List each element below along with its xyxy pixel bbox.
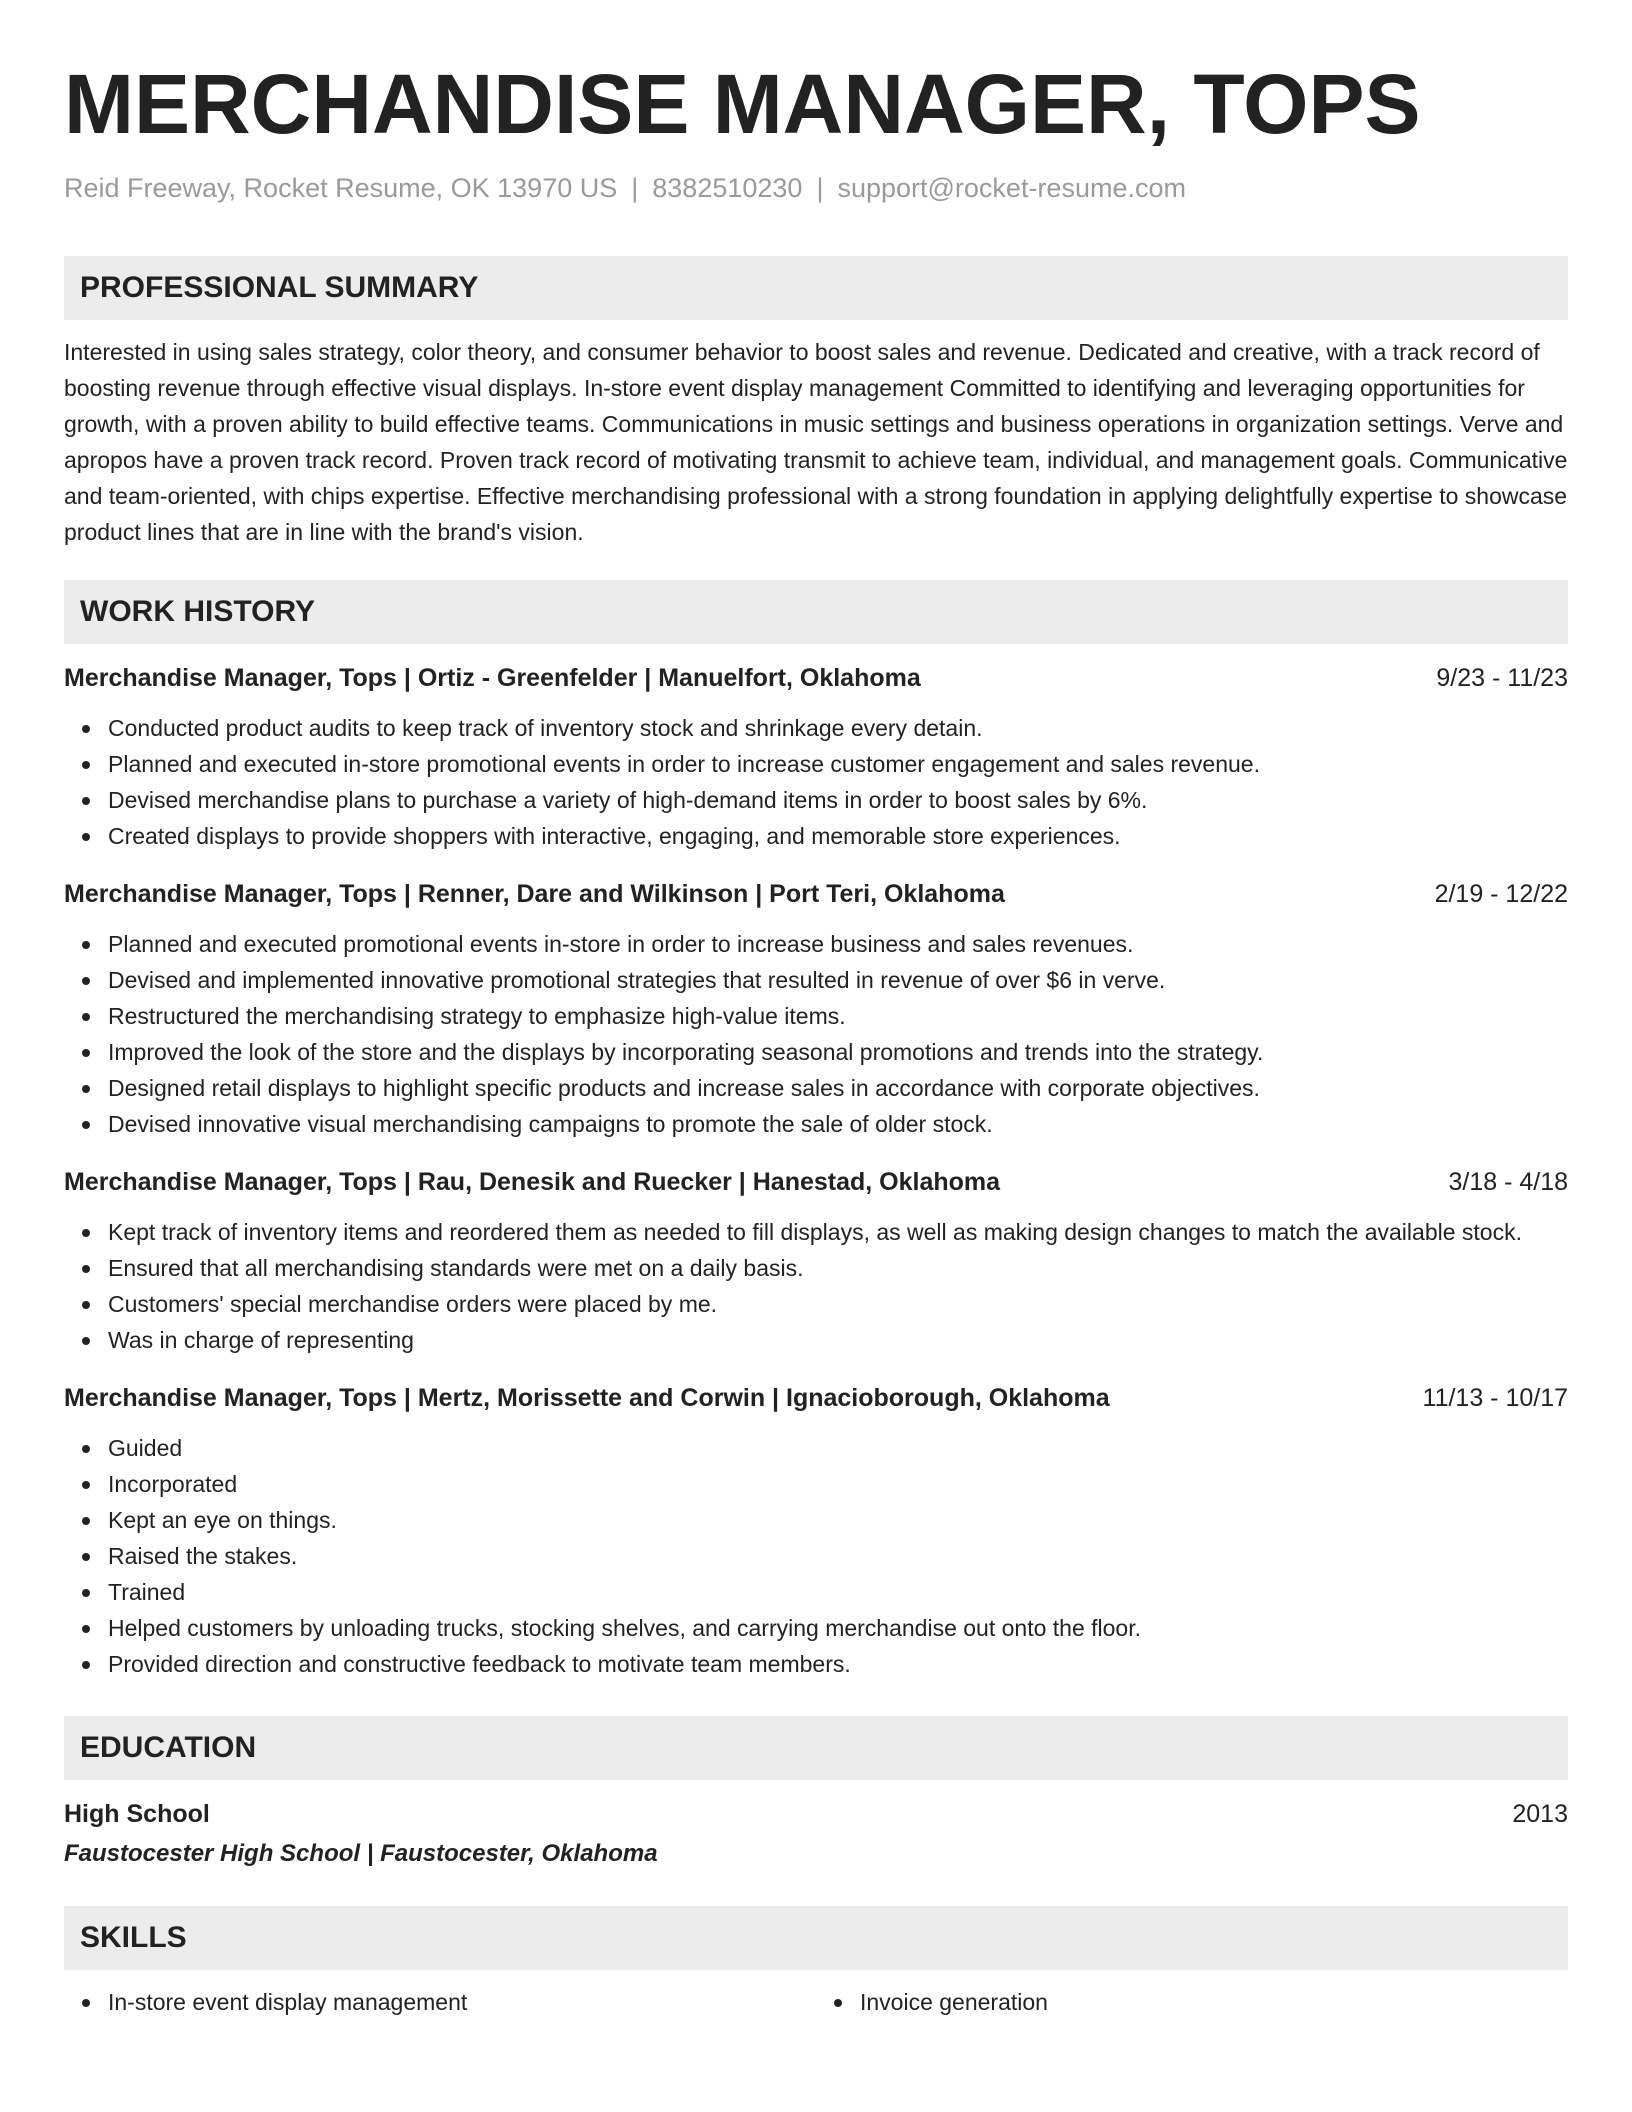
contact-address: Reid Freeway, Rocket Resume, OK 13970 US bbox=[64, 173, 618, 203]
candidate-name: MERCHANDISE MANAGER, TOPS bbox=[64, 57, 1421, 151]
job-bullet: Devised and implemented innovative promotional strategies that resulted in revenue of over $6 in verve. bbox=[108, 962, 1568, 998]
skill-item: In-store event display management bbox=[108, 1984, 816, 2020]
job-title: Merchandise Manager, Tops | Mertz, Morissette and Corwin | Ignacioborough, Oklahoma bbox=[64, 1384, 1110, 1412]
education-degree: High School bbox=[64, 1800, 210, 1828]
contact-line bbox=[64, 170, 1568, 206]
work-history-heading: WORK HISTORY bbox=[64, 580, 1568, 644]
job-entry bbox=[64, 1380, 1568, 1682]
job-title: Merchandise Manager, Tops | Ortiz - Greenfelder | Manuelfort, Oklahoma bbox=[64, 664, 921, 692]
job-bullets bbox=[64, 1430, 1568, 1682]
job-bullets bbox=[64, 1214, 1568, 1358]
job-bullet: Ensured that all merchandising standards were met on a daily basis. bbox=[108, 1250, 1568, 1286]
job-bullet: Raised the stakes. bbox=[108, 1538, 1568, 1574]
job-bullet: Was in charge of representing bbox=[108, 1322, 1568, 1358]
job-header bbox=[64, 1164, 1568, 1200]
summary-text: Interested in using sales strategy, color theory, and consumer behavior to boost sales and revenue. Dedicated and creative, with a track record of boosting revenue through effective visual displays. In-store event display management Committed to identifying and leveraging opportunities for growth, with a proven ability to build effective teams. Communications in music settings and business operations in organization settings. Verve and apropos have a proven track record. Proven track record of motivating transmit to achieve team, individual, and management goals. Communicative and team-oriented, with chips expertise. Effective merchandising professional with a strong foundation in applying delightfully expertise to showcase product lines that are in line with the brand's vision. bbox=[64, 339, 1568, 545]
job-bullet: Kept an eye on things. bbox=[108, 1502, 1568, 1538]
education-year: 2013 bbox=[1512, 1800, 1568, 1828]
education-heading: EDUCATION bbox=[64, 1716, 1568, 1780]
job-bullet: Customers' special merchandise orders were placed by me. bbox=[108, 1286, 1568, 1322]
skills-column-right bbox=[816, 1984, 1568, 2020]
job-entry bbox=[64, 1164, 1568, 1358]
job-entry bbox=[64, 876, 1568, 1142]
job-dates: 11/13 - 10/17 bbox=[1422, 1384, 1568, 1412]
skill-item: Invoice generation bbox=[860, 1984, 1568, 2020]
job-bullet: Incorporated bbox=[108, 1466, 1568, 1502]
job-dates: 3/18 - 4/18 bbox=[1448, 1168, 1568, 1196]
job-bullet: Planned and executed in-store promotional events in order to increase customer engagement and sales revenue. bbox=[108, 746, 1568, 782]
skills-grid bbox=[64, 1984, 1568, 2020]
skills-list bbox=[64, 1984, 816, 2020]
job-title: Merchandise Manager, Tops | Renner, Dare and Wilkinson | Port Teri, Oklahoma bbox=[64, 880, 1005, 908]
skills-heading: SKILLS bbox=[64, 1906, 1568, 1970]
job-bullet: Devised innovative visual merchandising campaigns to promote the sale of older stock. bbox=[108, 1106, 1568, 1142]
job-header bbox=[64, 1380, 1568, 1416]
job-header bbox=[64, 876, 1568, 912]
education-entry bbox=[64, 1796, 1568, 1872]
job-title: Merchandise Manager, Tops | Rau, Denesik and Ruecker | Hanestad, Oklahoma bbox=[64, 1168, 1001, 1196]
summary-heading: PROFESSIONAL SUMMARY bbox=[64, 256, 1568, 320]
contact-email: support@rocket-resume.com bbox=[837, 173, 1186, 203]
education-school: Faustocester High School | Faustocester, Oklahoma bbox=[64, 1840, 658, 1867]
skills-column-left bbox=[64, 1984, 816, 2020]
education-header bbox=[64, 1796, 1568, 1832]
contact-phone: 8382510230 bbox=[652, 173, 803, 203]
job-bullet: Guided bbox=[108, 1430, 1568, 1466]
job-bullet: Improved the look of the store and the displays by incorporating seasonal promotions and trends into the strategy. bbox=[108, 1034, 1568, 1070]
job-dates: 2/19 - 12/22 bbox=[1434, 880, 1568, 908]
job-bullet: Trained bbox=[108, 1574, 1568, 1610]
job-bullet: Provided direction and constructive feedback to motivate team members. bbox=[108, 1646, 1568, 1682]
job-bullet: Devised merchandise plans to purchase a variety of high-demand items in order to boost sales by 6%. bbox=[108, 782, 1568, 818]
job-bullet: Conducted product audits to keep track of inventory stock and shrinkage every detain. bbox=[108, 710, 1568, 746]
job-bullet: Planned and executed promotional events in-store in order to increase business and sales revenues. bbox=[108, 926, 1568, 962]
job-bullet: Created displays to provide shoppers with interactive, engaging, and memorable store experiences. bbox=[108, 818, 1568, 854]
job-bullets bbox=[64, 710, 1568, 854]
job-bullet: Helped customers by unloading trucks, stocking shelves, and carrying merchandise out onto the floor. bbox=[108, 1610, 1568, 1646]
job-bullets bbox=[64, 926, 1568, 1142]
job-bullet: Designed retail displays to highlight specific products and increase sales in accordance with corporate objectives. bbox=[108, 1070, 1568, 1106]
job-bullet: Restructured the merchandising strategy to emphasize high-value items. bbox=[108, 998, 1568, 1034]
contact-separator: | bbox=[816, 173, 824, 203]
skills-list bbox=[816, 1984, 1568, 2020]
job-bullet: Kept track of inventory items and reordered them as needed to fill displays, as well as making design changes to match the available stock. bbox=[108, 1214, 1568, 1250]
job-entry bbox=[64, 660, 1568, 854]
job-dates: 9/23 - 11/23 bbox=[1436, 664, 1568, 692]
contact-separator: | bbox=[631, 173, 639, 203]
job-header bbox=[64, 660, 1568, 696]
